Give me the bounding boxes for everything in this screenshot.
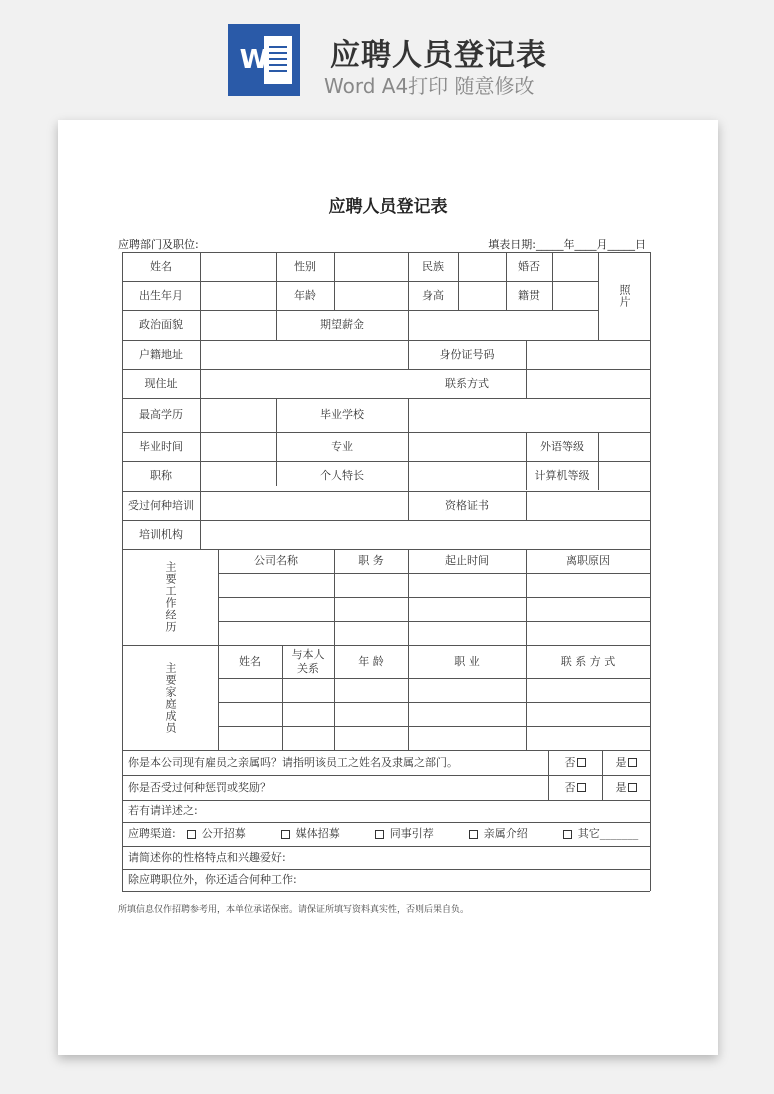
no-label: 否: [564, 780, 576, 794]
checkbox-icon[interactable]: [577, 783, 586, 792]
channel-other[interactable]: 其它_______: [577, 827, 639, 840]
other-jobs-label: 除应聘职位外，你还适合何种工作:: [128, 873, 297, 886]
work-header-period: 起止时间: [445, 554, 489, 567]
label-ethnicity: 民族: [422, 259, 444, 273]
detail-label: 若有请详述之:: [128, 804, 198, 817]
family-header-job: 职 业: [454, 654, 480, 668]
work-header-position: 职 务: [358, 554, 384, 567]
checkbox-icon[interactable]: [187, 830, 196, 839]
yes-label: 是: [615, 780, 627, 794]
label-contact: 联系方式: [445, 376, 489, 390]
checkbox-icon[interactable]: [577, 758, 586, 767]
application-form-table: [122, 252, 650, 891]
label-idno: 身份证号码: [439, 347, 495, 361]
dept-field[interactable]: 应聘部门及职位:: [118, 238, 199, 251]
question-punishment: 你是否受过何种惩罚或奖励？: [128, 780, 271, 794]
label-gender: 性别: [294, 259, 316, 273]
label-political: 政治面貌: [139, 318, 183, 331]
channel-relative[interactable]: 亲属介绍: [483, 827, 528, 840]
date-field[interactable]: 填表日期:_____年____月_____日: [488, 238, 646, 251]
label-school: 毕业学校: [320, 408, 364, 421]
checkbox-icon[interactable]: [469, 830, 478, 839]
question-relative: 你是本公司现有雇员之亲属吗？请指明该员工之姓名及隶属之部门。: [128, 755, 458, 769]
label-major: 专业: [331, 439, 353, 453]
label-name: 姓名: [150, 259, 172, 273]
word-letter: W: [239, 45, 269, 75]
work-header-reason: 离职原因: [566, 554, 610, 567]
q2-yes-option[interactable]: [602, 775, 650, 800]
channel-label: 应聘渠道:: [128, 827, 176, 840]
label-institution: 培训机构: [139, 527, 183, 541]
document-title: 应聘人员登记表: [328, 197, 448, 217]
personality-label: 请简述你的性格特点和兴趣爱好:: [128, 850, 286, 864]
photo-box[interactable]: 照片: [618, 284, 631, 308]
document-page: [58, 120, 718, 1055]
label-birth: 出生年月: [139, 288, 183, 302]
checkbox-icon[interactable]: [375, 830, 384, 839]
label-height: 身高: [422, 288, 444, 302]
q1-yes-option[interactable]: [602, 750, 650, 775]
label-grad-time: 毕业时间: [139, 439, 183, 453]
label-address: 现住址: [144, 376, 178, 390]
family-header-relation: 与本人关系: [291, 647, 325, 675]
banner-title: 应聘人员登记表: [330, 38, 547, 73]
no-label: 否: [564, 755, 576, 769]
checkbox-icon[interactable]: [281, 830, 290, 839]
label-computer-level: 计算机等级: [534, 469, 590, 482]
q1-no-option[interactable]: [548, 750, 602, 775]
work-header-company: 公司名称: [254, 554, 298, 567]
channel-colleague[interactable]: 同事引荐: [389, 827, 434, 840]
family-header-contact: 联 系 方 式: [560, 654, 616, 668]
q2-no-option[interactable]: [548, 775, 602, 800]
checkbox-icon[interactable]: [563, 830, 572, 839]
label-hukou: 户籍地址: [139, 347, 183, 361]
word-icon: [228, 24, 300, 96]
label-skills: 个人特长: [320, 469, 364, 482]
channel-media[interactable]: 媒体招募: [295, 827, 340, 840]
banner: [0, 0, 774, 110]
label-native: 籍贯: [518, 288, 540, 302]
label-title: 职称: [150, 469, 172, 482]
label-marital: 婚否: [518, 259, 540, 273]
label-education: 最高学历: [139, 408, 183, 421]
label-salary: 期望薪金: [320, 318, 364, 331]
checkbox-icon[interactable]: [628, 758, 637, 767]
banner-subtitle: Word A4打印 随意修改: [324, 74, 535, 98]
channel-public[interactable]: 公开招募: [201, 827, 246, 840]
yes-label: 是: [615, 755, 627, 769]
label-age: 年龄: [294, 288, 316, 302]
family-header-name: 姓名: [239, 654, 261, 668]
channel-row: [122, 822, 656, 846]
checkbox-icon[interactable]: [628, 783, 637, 792]
family-section-label: 主要家庭成员: [164, 661, 177, 734]
label-lang-level: 外语等级: [540, 439, 584, 453]
family-header-age: 年 龄: [358, 654, 384, 668]
work-section-label: 主要工作经历: [164, 561, 177, 633]
footnote: 所填信息仅作招聘参考用，本单位承诺保密。请保证所填写资料真实性，否则后果自负。: [118, 905, 470, 915]
label-training: 受过何种培训: [128, 498, 194, 512]
label-certificate: 资格证书: [445, 498, 489, 512]
